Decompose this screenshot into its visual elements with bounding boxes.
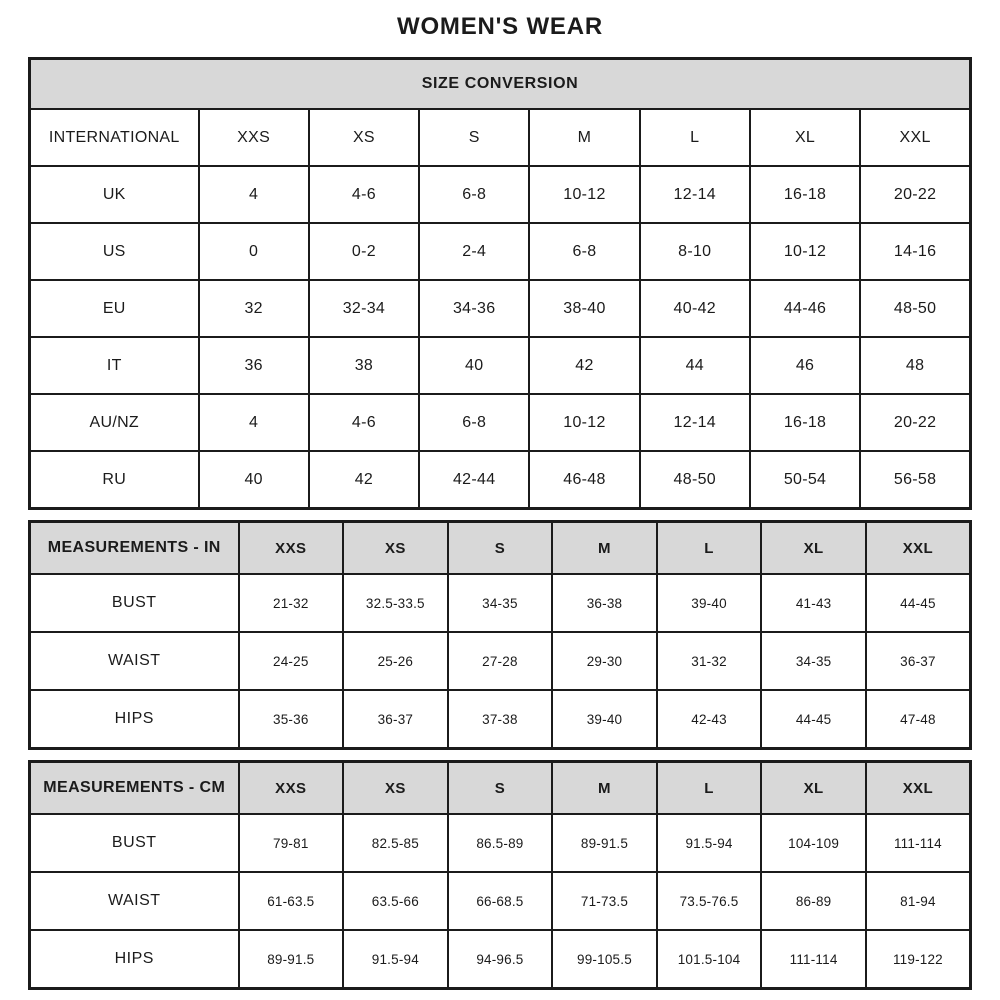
column-header-l: L (657, 762, 762, 815)
cell-value: 36-38 (552, 574, 657, 632)
table-row (30, 690, 971, 749)
column-header-xxs: XXS (239, 762, 344, 815)
cell-value: 42 (309, 451, 419, 509)
cell-value: 6-8 (529, 223, 639, 280)
row-label: BUST (30, 814, 239, 872)
table-row (30, 930, 971, 989)
cell-value: 101.5-104 (657, 930, 762, 989)
table-row (30, 166, 971, 223)
cell-value: 39-40 (552, 690, 657, 749)
column-header-l: L (657, 522, 762, 575)
cell-value: 42-43 (657, 690, 762, 749)
measurements-in-table (28, 520, 972, 750)
cell-value: M (529, 109, 639, 166)
cell-value: 61-63.5 (239, 872, 344, 930)
cell-value: 25-26 (343, 632, 448, 690)
row-label: HIPS (30, 690, 239, 749)
column-header-xs: XS (343, 522, 448, 575)
cell-value: XS (309, 109, 419, 166)
cell-value: 32-34 (309, 280, 419, 337)
table-row (30, 109, 971, 166)
measurements-cm-header-row (30, 762, 971, 815)
cell-value: 4 (199, 394, 309, 451)
row-label: AU/NZ (30, 394, 199, 451)
cell-value: 36 (199, 337, 309, 394)
row-label: RU (30, 451, 199, 509)
column-header-m: M (552, 762, 657, 815)
cell-value: 119-122 (866, 930, 971, 989)
table-row (30, 337, 971, 394)
cell-value: 91.5-94 (657, 814, 762, 872)
cell-value: 8-10 (640, 223, 750, 280)
table-row (30, 814, 971, 872)
cell-value: 31-32 (657, 632, 762, 690)
cell-value: 81-94 (866, 872, 971, 930)
cell-value: 37-38 (448, 690, 553, 749)
column-header-m: M (552, 522, 657, 575)
cell-value: 38-40 (529, 280, 639, 337)
cell-value: 32 (199, 280, 309, 337)
column-header-s: S (448, 522, 553, 575)
column-header-s: S (448, 762, 553, 815)
measurements-cm-title: MEASUREMENTS - CM (30, 762, 239, 815)
row-label: HIPS (30, 930, 239, 989)
cell-value: 42 (529, 337, 639, 394)
column-header-xs: XS (343, 762, 448, 815)
cell-value: 2-4 (419, 223, 529, 280)
cell-value: XXL (860, 109, 970, 166)
cell-value: 44 (640, 337, 750, 394)
cell-value: 50-54 (750, 451, 860, 509)
cell-value: 36-37 (343, 690, 448, 749)
cell-value: 36-37 (866, 632, 971, 690)
column-header-xxs: XXS (239, 522, 344, 575)
cell-value: L (640, 109, 750, 166)
cell-value: 39-40 (657, 574, 762, 632)
table-row (30, 451, 971, 509)
cell-value: 10-12 (529, 394, 639, 451)
table-row (30, 223, 971, 280)
cell-value: 24-25 (239, 632, 344, 690)
cell-value: 32.5-33.5 (343, 574, 448, 632)
cell-value: 6-8 (419, 166, 529, 223)
column-header-xxl: XXL (866, 762, 971, 815)
cell-value: 6-8 (419, 394, 529, 451)
cell-value: 14-16 (860, 223, 970, 280)
cell-value: 38 (309, 337, 419, 394)
table-row (30, 394, 971, 451)
cell-value: 56-58 (860, 451, 970, 509)
cell-value: 34-35 (448, 574, 553, 632)
row-label: INTERNATIONAL (30, 109, 199, 166)
cell-value: 82.5-85 (343, 814, 448, 872)
column-header-xxl: XXL (866, 522, 971, 575)
cell-value: 71-73.5 (552, 872, 657, 930)
cell-value: 20-22 (860, 166, 970, 223)
page-title: WOMEN'S WEAR (397, 13, 603, 40)
cell-value: 48-50 (860, 280, 970, 337)
cell-value: 44-46 (750, 280, 860, 337)
measurements-in-header-row (30, 522, 971, 575)
cell-value: 104-109 (761, 814, 866, 872)
row-label: UK (30, 166, 199, 223)
cell-value: 4-6 (309, 166, 419, 223)
table-row (30, 280, 971, 337)
cell-value: 42-44 (419, 451, 529, 509)
table-row (30, 574, 971, 632)
cell-value: 111-114 (761, 930, 866, 989)
cell-value: 99-105.5 (552, 930, 657, 989)
cell-value: 40 (419, 337, 529, 394)
cell-value: 27-28 (448, 632, 553, 690)
cell-value: 12-14 (640, 166, 750, 223)
cell-value: 86.5-89 (448, 814, 553, 872)
cell-value: 48-50 (640, 451, 750, 509)
size-conversion-title: SIZE CONVERSION (30, 59, 971, 110)
measurements-in-title: MEASUREMENTS - IN (30, 522, 239, 575)
cell-value: 48 (860, 337, 970, 394)
table-row (30, 872, 971, 930)
cell-value: 4 (199, 166, 309, 223)
cell-value: 46-48 (529, 451, 639, 509)
cell-value: 44-45 (866, 574, 971, 632)
cell-value: 16-18 (750, 166, 860, 223)
cell-value: 21-32 (239, 574, 344, 632)
cell-value: 4-6 (309, 394, 419, 451)
row-label: US (30, 223, 199, 280)
cell-value: 44-45 (761, 690, 866, 749)
column-header-xl: XL (761, 762, 866, 815)
row-label: IT (30, 337, 199, 394)
size-conversion-header-row (30, 59, 971, 110)
column-header-xl: XL (761, 522, 866, 575)
cell-value: 34-36 (419, 280, 529, 337)
cell-value: 0-2 (309, 223, 419, 280)
cell-value: 94-96.5 (448, 930, 553, 989)
cell-value: 35-36 (239, 690, 344, 749)
cell-value: 40-42 (640, 280, 750, 337)
cell-value: S (419, 109, 529, 166)
cell-value: 29-30 (552, 632, 657, 690)
cell-value: 0 (199, 223, 309, 280)
cell-value: 34-35 (761, 632, 866, 690)
cell-value: 66-68.5 (448, 872, 553, 930)
cell-value: 89-91.5 (552, 814, 657, 872)
cell-value: 46 (750, 337, 860, 394)
size-conversion-table (28, 57, 972, 510)
cell-value: 73.5-76.5 (657, 872, 762, 930)
cell-value: 20-22 (860, 394, 970, 451)
cell-value: 40 (199, 451, 309, 509)
cell-value: 111-114 (866, 814, 971, 872)
row-label: EU (30, 280, 199, 337)
cell-value: 79-81 (239, 814, 344, 872)
cell-value: 10-12 (750, 223, 860, 280)
row-label: WAIST (30, 632, 239, 690)
measurements-cm-table (28, 760, 972, 990)
row-label: BUST (30, 574, 239, 632)
cell-value: 16-18 (750, 394, 860, 451)
cell-value: XL (750, 109, 860, 166)
cell-value: 12-14 (640, 394, 750, 451)
cell-value: 63.5-66 (343, 872, 448, 930)
cell-value: 10-12 (529, 166, 639, 223)
cell-value: XXS (199, 109, 309, 166)
row-label: WAIST (30, 872, 239, 930)
cell-value: 86-89 (761, 872, 866, 930)
table-row (30, 632, 971, 690)
cell-value: 89-91.5 (239, 930, 344, 989)
cell-value: 91.5-94 (343, 930, 448, 989)
cell-value: 47-48 (866, 690, 971, 749)
cell-value: 41-43 (761, 574, 866, 632)
